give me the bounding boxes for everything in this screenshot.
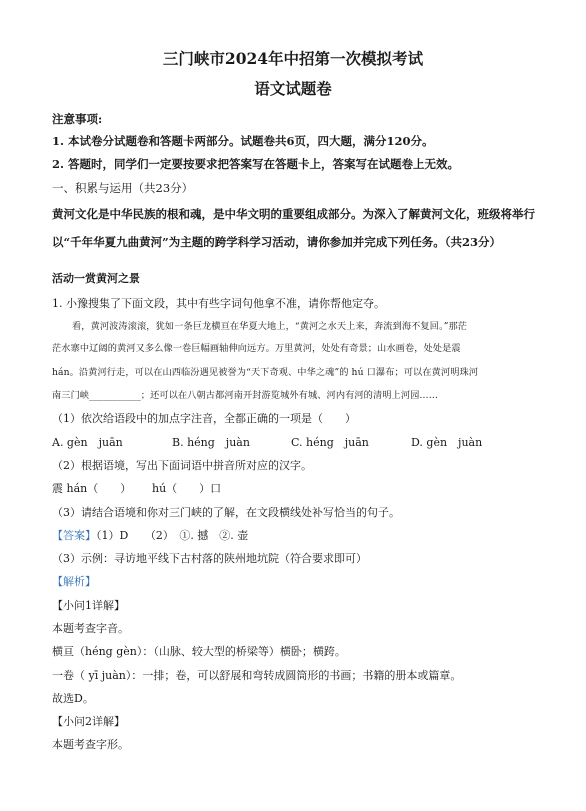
analysis-label: 【解析】 [52,575,96,588]
analysis-text: 横亘（héng gèn）：（山脉、较大型的桥梁等）横卧；横跨。 [52,645,346,658]
sub-question-3: （3）请结合语境和你对三门峡的了解，在文段横线处补写恰当的句子。 [52,506,400,519]
answer-label: 【答案】 [52,529,96,542]
notice-item-2: 2. 答题时，同学们一定要按要求把答案写在答题卡上，答案写在试题卷上无效。 [52,157,460,171]
answer-text: （1）D （2） ①. 撼 ②. 壶 [96,529,249,542]
passage-line: 南三门峡___________；还可以在八朝古都河南开封游览城外有城、河内有河的清明上河园…… [52,390,438,401]
option-c: C. héng juān [291,436,369,449]
sub-question-1: （1）依次给语段中的加点字注音，全都正确的一项是（ ） [52,412,356,425]
exam-title: 三门峡市2024年中招第一次模拟考试 [162,49,424,68]
answer-line [52,529,546,543]
activity-heading: 活动一赏黄河之景 [52,272,140,285]
passage-line: 茫水寨中辽阔的黄河又多么像一卷巨幅画轴伸向远方。万里黄河，处处有奇景；山水画卷，处处是震 [52,343,461,354]
analysis-text: 故选D。 [52,692,94,705]
option-d: D. gèn juàn [411,436,483,449]
passage-line: 看，黄河波涛滚滚，犹如一条巨龙横亘在华夏大地上，“黄河之水天上来，奔流到海不复回。”那茫 [72,321,468,332]
analysis-text: 本题考查字形。 [52,738,129,751]
answer-3: （3）示例：寻访地平线下古村落的陕州地坑院（符合要求即可） [52,552,367,565]
section-heading: 一、积累与运用（共23分） [52,181,194,195]
passage-line: hán。沿黄河行走，可以在山西临汾遇见被誉为“天下奇观、中华之魂”的 hú 口瀑布；可以在黄河明珠河 [52,367,479,378]
fill-blank-2: hú（ ）口 [152,482,222,495]
subquestion-1-detail-heading: 【小问1详解】 [52,599,125,612]
subquestion-2-detail-heading: 【小问2详解】 [52,715,125,728]
notice-heading: 注意事项: [52,112,103,126]
analysis-text: 本题考查字音。 [52,622,129,635]
fill-blank-1: 震 hán（ ） [52,482,132,495]
sub-question-2: （2）根据语境，写出下面词语中拼音所对应的汉字。 [52,459,312,472]
analysis-text: 一卷（ yī juàn）：一排；卷，可以舒展和弯转成圆筒形的书画；书籍的册本或篇章。 [52,669,462,682]
exam-subtitle: 语文试题卷 [254,79,332,98]
question-1: 1. 小豫搜集了下面文段，其中有些字词句他拿不准，请你帮他定夺。 [52,297,385,310]
option-a: A. gèn juān [52,436,123,449]
option-b: B. héng juàn [172,436,250,449]
intro-paragraph: 黄河文化是中华民族的根和魂，是中华文明的重要组成部分。为深入了解黄河文化，班级将举行以“千年华夏九曲黄河”为主题的跨学科学习活动，请你参加并完成下列任务。（共23分） [52,207,535,249]
notice-item-1: 1. 本试卷分试题卷和答题卡两部分。试题卷共6页，四大题，满分120分。 [52,134,434,148]
